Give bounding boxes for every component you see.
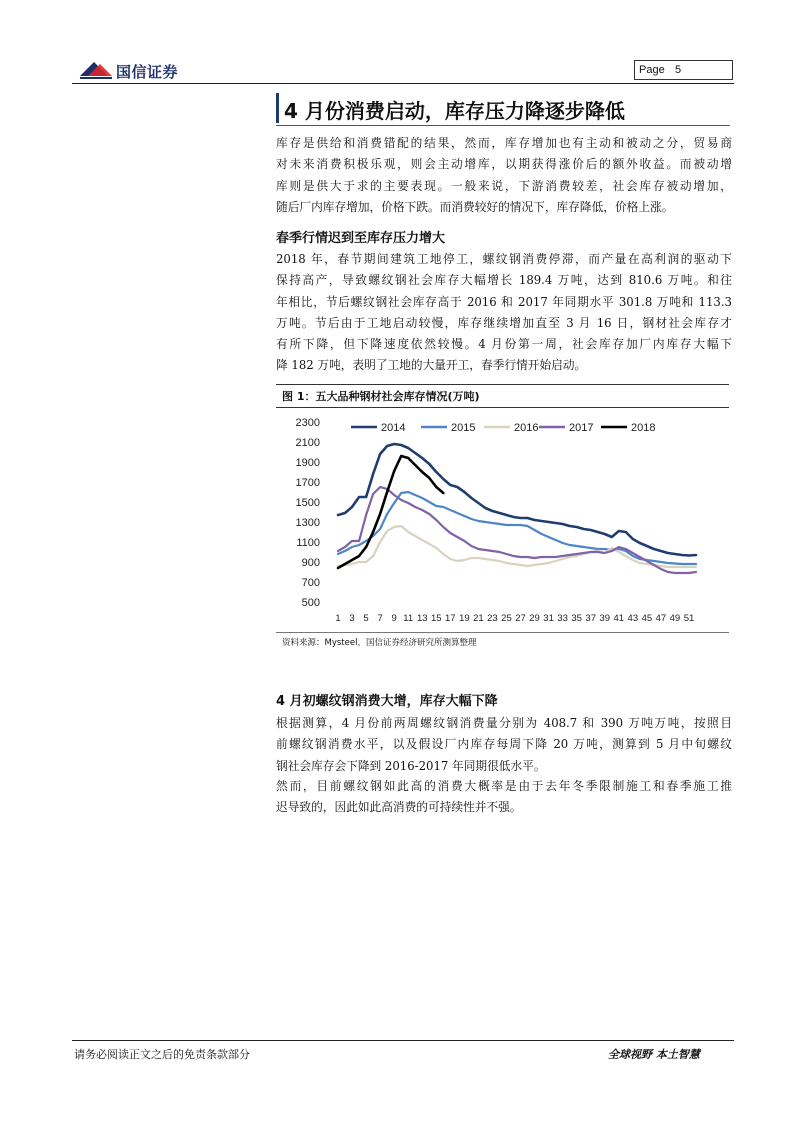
x-tick-label: 37 — [585, 613, 596, 624]
x-tick-label: 45 — [641, 613, 653, 624]
paragraph-sustainability — [276, 776, 732, 819]
para1-line: 有所下降，但下降速度依然较慢。4 月份第一周，社会库存加厂内库存大幅下 — [276, 337, 732, 352]
x-axis — [335, 613, 694, 624]
x-tick-label: 21 — [473, 613, 484, 624]
y-tick-label: 1500 — [295, 497, 320, 509]
paragraph-inventory — [276, 249, 732, 377]
series-lines — [338, 444, 696, 573]
footer-rule — [72, 1040, 734, 1041]
figure-title: 图 1：五大品种钢材社会库存情况(万吨) — [282, 390, 480, 403]
para2-line: 根据测算，4 月份前两周螺纹钢消费量分别为 408.7 和 390 万吨万吨，按照目 — [276, 716, 732, 730]
legend-label-2016: 2016 — [514, 422, 539, 434]
x-tick-label: 43 — [627, 613, 639, 624]
para2-line: 钢社会库存会下降到 2016-2017 年同期很低水平。 — [276, 758, 546, 773]
legend-label-2014: 2014 — [381, 422, 406, 434]
legend — [351, 422, 655, 434]
x-tick-label: 25 — [501, 613, 512, 624]
y-tick-label: 700 — [301, 577, 320, 589]
x-tick-label: 27 — [515, 613, 526, 624]
y-axis — [296, 417, 320, 609]
intro-line: 库存是供给和消费错配的结果，然而，库存增加也有主动和被动之分，贸易商 — [276, 136, 732, 150]
figure-top-rule — [276, 384, 729, 385]
title-rule — [276, 125, 730, 126]
x-tick-label: 31 — [543, 613, 554, 624]
x-tick-label: 5 — [363, 613, 369, 624]
subhead-april-consumption: 4 月初螺纹钢消费大增，库存大幅下降 — [276, 694, 498, 709]
x-tick-label: 33 — [557, 613, 568, 624]
intro-line: 对未来消费积极乐观，则会主动增库，以期获得涨价后的额外收益。而被动增 — [276, 157, 732, 172]
legend-label-2017: 2017 — [569, 422, 594, 434]
x-tick-label: 47 — [655, 613, 667, 624]
y-tick-label: 1700 — [295, 477, 320, 489]
footer-disclaimer: 请务必阅读正文之后的免责条款部分 — [74, 1048, 250, 1061]
x-tick-label: 49 — [669, 613, 681, 624]
inventory-line-chart — [276, 410, 729, 632]
section-title: 4 月份消费启动，库存压力降逐步降低 — [284, 99, 625, 123]
para2-line: 前螺纹钢消费水平，以及假设厂内库存每周下降 20 万吨，测算到 5 月中旬螺纹 — [276, 737, 732, 752]
x-tick-label: 29 — [529, 613, 540, 624]
para1-line: 年相比，节后螺纹钢社会库存高于 2016 和 2017 年同期水平 301.8 万吨和 113.3 — [276, 294, 732, 309]
para3-line: 然而，目前螺纹钢如此高的消费大概率是由于去年冬季限制施工和春季施工推 — [276, 779, 732, 793]
x-tick-label: 11 — [403, 613, 414, 624]
page-number: 5 — [675, 64, 682, 76]
x-tick-label: 23 — [487, 613, 498, 624]
logo-text: 国信证券 — [116, 63, 179, 81]
x-tick-label: 39 — [599, 613, 611, 624]
x-tick-label: 9 — [391, 613, 397, 624]
legend-label-2015: 2015 — [451, 422, 476, 434]
y-tick-label: 900 — [301, 557, 320, 569]
intro-line: 随后厂内库存增加，价格下跌。而消费较好的情况下，库存降低，价格上涨。 — [276, 199, 674, 214]
y-tick-label: 500 — [301, 597, 320, 609]
figure-bottom-rule — [276, 632, 729, 633]
paragraph-estimate — [276, 713, 732, 777]
subhead-spring-market: 春季行情迟到至库存压力增大 — [276, 231, 446, 246]
x-tick-label: 3 — [349, 613, 355, 624]
y-tick-label: 1100 — [296, 537, 320, 549]
footer-slogan: 全球视野 本土智慧 — [608, 1048, 700, 1061]
x-tick-label: 7 — [377, 613, 383, 624]
x-tick-label: 1 — [335, 613, 341, 624]
y-tick-label: 1900 — [295, 457, 320, 469]
series-line-2014 — [338, 444, 696, 556]
company-logo — [78, 58, 208, 82]
logo-mark-icon — [78, 58, 114, 82]
header-rule — [72, 83, 734, 84]
figure-source: 资料来源：Mysteel，国信证券经济研究所测算整理 — [282, 638, 477, 648]
intro-line: 库则是供大于求的主要表现。一般来说，下游消费较差，社会库存被动增加， — [276, 178, 732, 193]
title-accent-bar — [276, 93, 279, 123]
para1-line: 2018 年，春节期间建筑工地停工，螺纹钢消费停滞，而产量在高利润的驱动下 — [276, 252, 732, 266]
x-tick-label: 17 — [445, 613, 456, 624]
y-tick-label: 2100 — [295, 437, 320, 449]
page-label: Page — [639, 64, 665, 76]
series-line-2016 — [338, 526, 696, 567]
y-tick-label: 2300 — [295, 417, 320, 429]
para3-line: 迟导致的，因此如此高消费的可持续性并不强。 — [276, 800, 522, 815]
para1-line: 保持高产，导致螺纹钢社会库存大幅增长 189.4 万吨，达到 810.6 万吨。和往 — [276, 273, 732, 288]
x-tick-label: 19 — [459, 613, 470, 624]
para1-line: 万吨。节后由于工地启动较慢，库存继续增加直至 3 月 16 日，钢材社会库存才 — [276, 315, 732, 330]
x-tick-label: 41 — [613, 613, 625, 624]
y-tick-label: 1300 — [295, 517, 320, 529]
page-indicator — [634, 60, 733, 80]
x-tick-label: 15 — [430, 613, 442, 624]
x-tick-label: 35 — [571, 613, 582, 624]
legend-label-2018: 2018 — [631, 422, 656, 434]
figure-title-rule — [276, 407, 729, 408]
x-tick-label: 13 — [416, 613, 428, 624]
x-tick-label: 51 — [683, 613, 695, 624]
para1-line: 降 182 万吨，表明了工地的大量开工，春季行情开始启动。 — [276, 358, 587, 373]
intro-paragraph — [276, 133, 732, 218]
